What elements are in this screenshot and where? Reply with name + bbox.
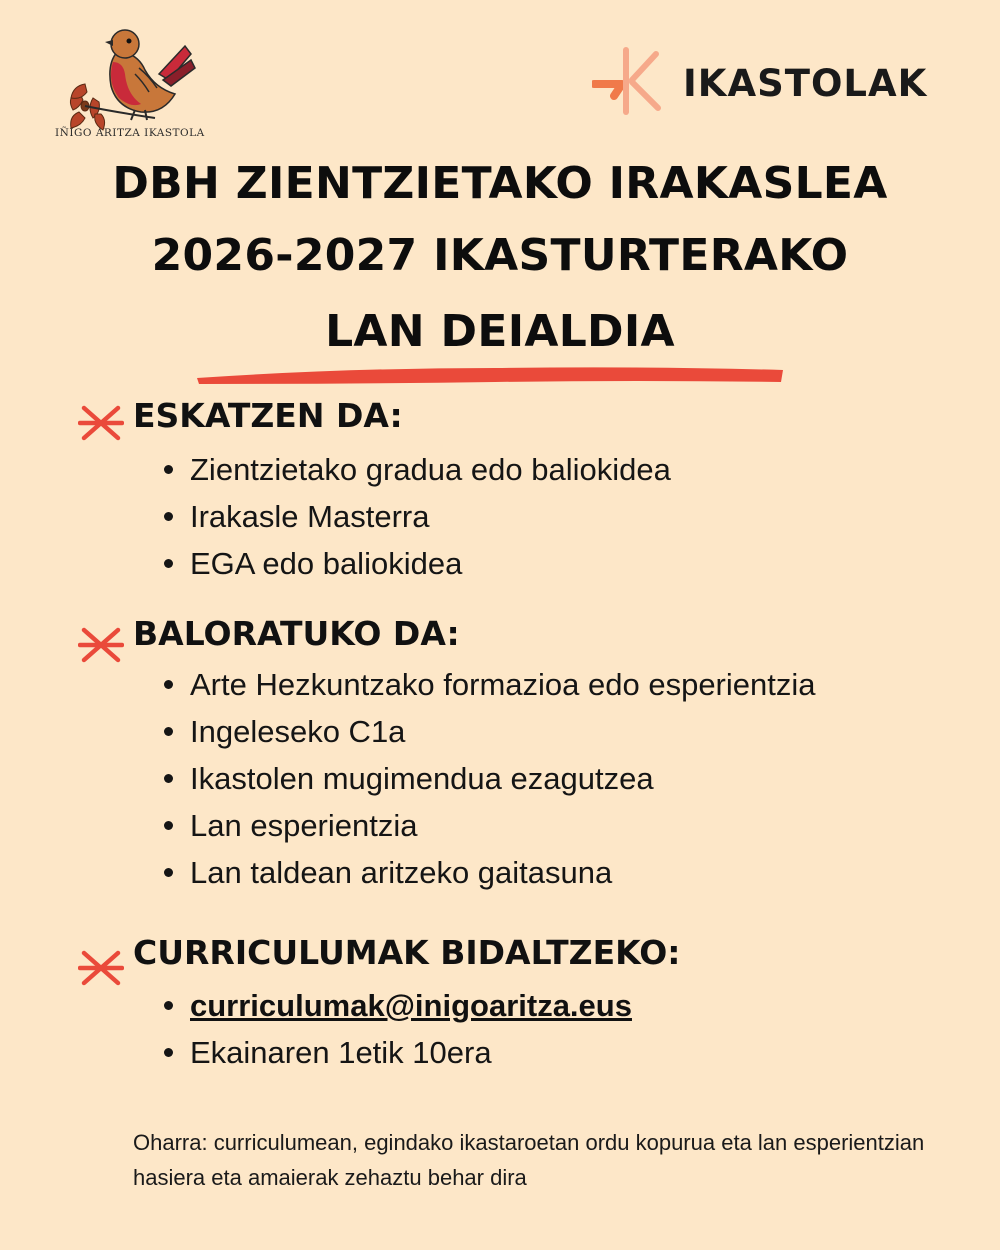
asterisk-icon <box>78 400 124 446</box>
valued-list <box>160 661 816 896</box>
send-cv-list <box>160 982 632 1076</box>
list-item: Lan taldean aritzeko gaitasuna <box>160 849 816 896</box>
asterisk-icon <box>78 622 124 668</box>
list-item: EGA edo baliokidea <box>160 540 671 587</box>
title-line-1: DBH ZIENTZIETAKO IRAKASLEA <box>112 158 888 209</box>
list-item: Lan esperientzia <box>160 802 816 849</box>
list-item: Ikastolen mugimendua ezagutzea <box>160 755 816 802</box>
footnote: Oharra: curriculumean, egindako ikastaroetan ordu kopurua eta lan esperientzian hasiera eta amaierak zehaztu behar dira <box>133 1130 925 1190</box>
asterisk-icon <box>78 945 124 991</box>
list-item: Ingeleseko C1a <box>160 708 816 755</box>
section-heading-required: ESKATZEN DA: <box>133 396 403 435</box>
required-list <box>160 446 671 587</box>
section-heading-send-cv: CURRICULUMAK BIDALTZEKO: <box>133 933 681 972</box>
section-heading-valued: BALORATUKO DA: <box>133 614 460 653</box>
title-line-3: LAN DEIALDIA <box>325 306 675 357</box>
title-line-2: 2026-2027 IKASTURTERAKO <box>151 230 849 281</box>
list-item: Arte Hezkuntzako formazioa edo esperientzia <box>160 661 816 708</box>
red-brush-underline <box>195 362 785 390</box>
list-item: Zientzietako gradua edo baliokidea <box>160 446 671 493</box>
list-item <box>160 982 632 1029</box>
email-link[interactable]: curriculumak@inigoaritza.eus <box>190 988 632 1023</box>
left-logo-caption: IÑIGO ARITZA IKASTOLA <box>55 127 205 139</box>
list-item: Irakasle Masterra <box>160 493 671 540</box>
list-item: Ekainaren 1etik 10era <box>160 1029 632 1076</box>
ikastolak-brand-text: IKASTOLAK <box>683 62 928 105</box>
